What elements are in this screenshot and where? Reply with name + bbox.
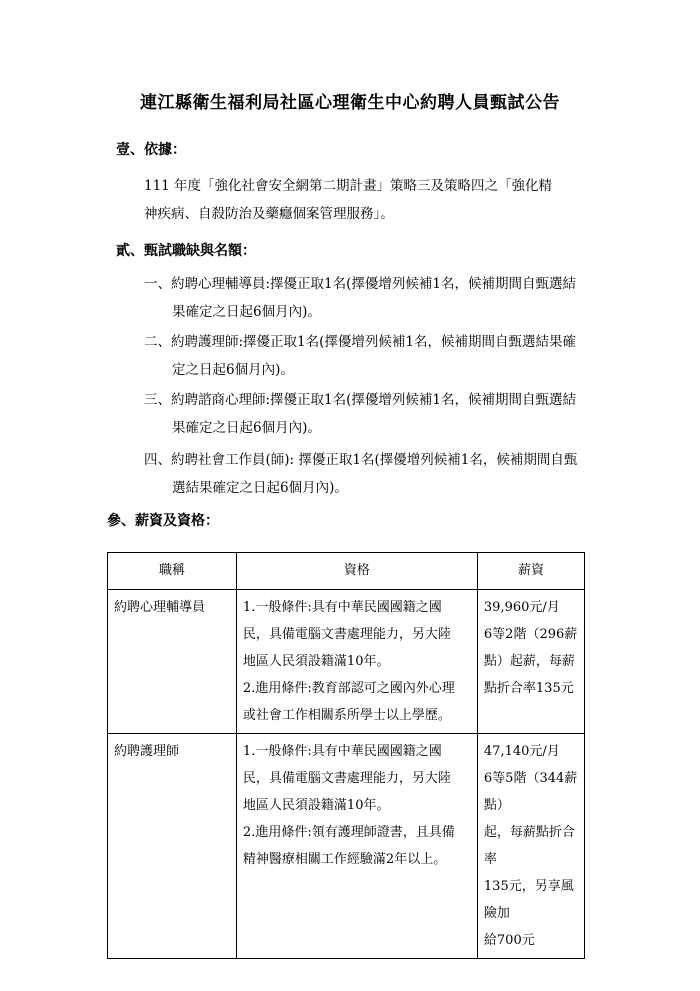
header-salary: 薪資 xyxy=(477,553,584,590)
row1-qual-line: 2.進用條件:教育部認可之國內外心理 xyxy=(242,681,455,696)
header-qualification: 資格 xyxy=(236,553,477,590)
table-row xyxy=(108,590,585,734)
position-item-2-line2: 定之日起6個月內)。 xyxy=(172,362,294,378)
section-salary-heading: 參、薪資及資格： xyxy=(107,513,219,529)
basis-line-1: 111 年度「強化社會安全網第二期計畫」策略三及策略四之「強化精 xyxy=(144,178,553,194)
row2-qualification xyxy=(236,734,477,959)
row2-salary-line: 6等5階（344薪點） xyxy=(483,771,578,813)
row2-salary-line: 給700元 xyxy=(483,933,535,948)
position-item-1 xyxy=(144,270,576,326)
row1-salary-line: 點折合率135元 xyxy=(483,681,574,696)
position-item-3-line2: 果確定之日起6個月內)。 xyxy=(172,420,321,436)
row2-qual-line: 2.進用條件:領有護理師證書，且具備 xyxy=(242,825,455,840)
page-title: 連江縣衛生福利局社區心理衛生中心約聘人員甄試公告 xyxy=(140,93,560,113)
row2-qual-line: 1.一般條件:具有中華民國國籍之國 xyxy=(242,744,442,759)
row2-title xyxy=(108,734,237,959)
row1-salary-line: 39,960元/月 xyxy=(483,600,560,615)
row1-title-text: 約聘心理輔導員 xyxy=(114,600,206,615)
section-positions-heading: 貳、甄試職缺與名額： xyxy=(116,243,256,259)
row1-qual-line: 地區人民須設籍滿10年。 xyxy=(242,654,390,669)
row2-salary-line: 135元，另享風險加 xyxy=(483,879,574,921)
row1-salary xyxy=(477,590,584,734)
position-item-1-line1: 一、約聘心理輔導員:擇優正取1名(擇優增列候補1名，候補期間自甄選結 xyxy=(144,276,576,292)
position-item-2 xyxy=(144,328,576,384)
row2-title-text: 約聘護理師 xyxy=(114,744,180,759)
row1-salary-line: 6等2階（296薪 xyxy=(483,627,578,642)
row1-qual-line: 或社會工作相關系所學士以上學歷。 xyxy=(242,708,451,723)
row1-qual-line: 1.一般條件:具有中華民國國籍之國 xyxy=(242,600,442,615)
row2-qual-line: 精神醫療相關工作經驗滿2年以上。 xyxy=(242,852,447,867)
header-title: 職稱 xyxy=(108,553,237,590)
row2-salary-line: 47,140元/月 xyxy=(483,744,560,759)
position-item-1-line2: 果確定之日起6個月內)。 xyxy=(172,304,321,320)
position-item-4 xyxy=(144,446,577,502)
row1-salary-line: 點）起薪，每薪 xyxy=(483,654,575,669)
basis-line-2: 神疾病、自殺防治及藥癮個案管理服務」。 xyxy=(144,206,394,222)
position-item-3 xyxy=(144,386,576,442)
row1-title xyxy=(108,590,237,734)
salary-qualification-table xyxy=(107,552,585,959)
position-item-3-line1: 三、約聘諮商心理師:擇優正取1名(擇優增列候補1名，候補期間自甄選結 xyxy=(144,392,576,408)
table-header-row xyxy=(108,553,585,590)
position-item-2-line1: 二、約聘護理師:擇優正取1名(擇優增列候補1名，候補期間自甄選結果確 xyxy=(144,334,576,350)
table-row xyxy=(108,734,585,959)
position-item-4-line1: 四、約聘社會工作員(師): 擇優正取1名(擇優增列候補1名，候補期間自甄 xyxy=(144,452,578,468)
row2-qual-line: 地區人民須設籍滿10年。 xyxy=(242,798,390,813)
row2-qual-line: 民，具備電腦文書處理能力，另大陸 xyxy=(242,771,451,786)
row1-qualification xyxy=(236,590,477,734)
row2-salary xyxy=(477,734,584,959)
position-item-4-line2: 選結果確定之日起6個月內)。 xyxy=(172,480,348,496)
row1-qual-line: 民，具備電腦文書處理能力，另大陸 xyxy=(242,627,451,642)
row2-salary-line: 起，每薪點折合率 xyxy=(483,825,575,867)
section-basis-heading: 壹、依據： xyxy=(116,142,186,158)
